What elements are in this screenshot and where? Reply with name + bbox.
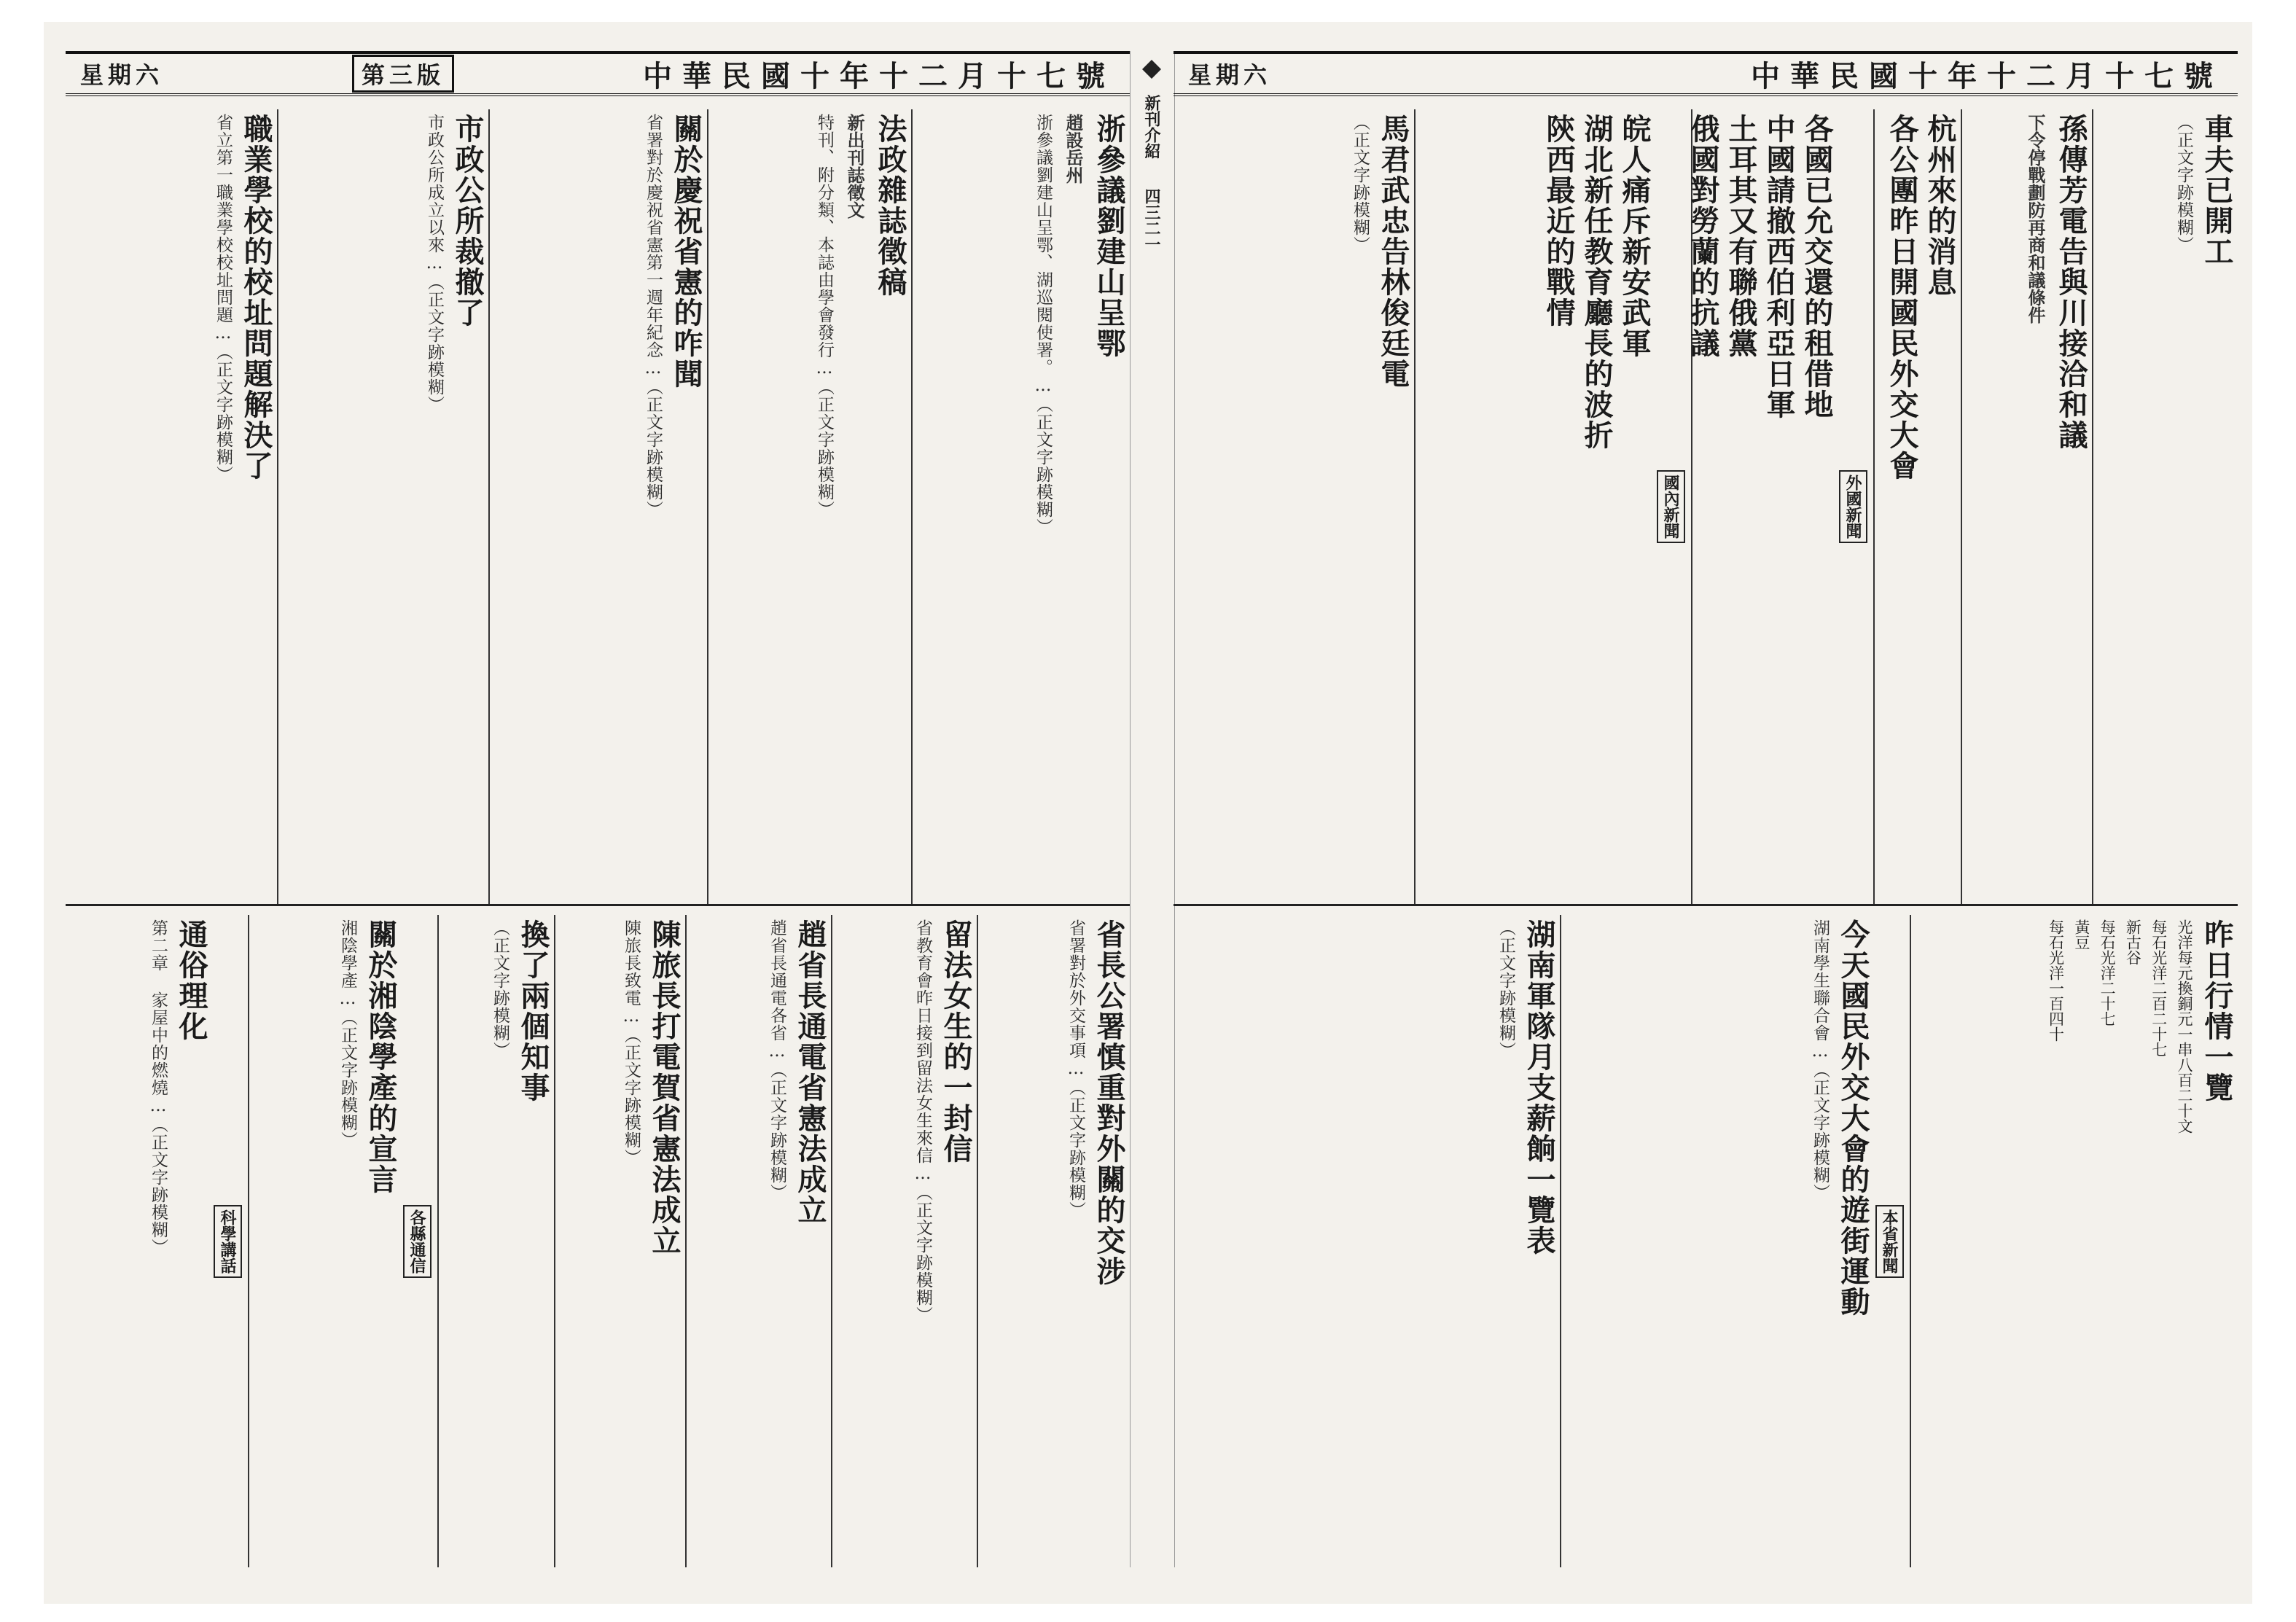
article bbox=[66, 109, 277, 904]
article-body: （正文字跡模糊） bbox=[1351, 114, 1370, 254]
article-subhead: 新出刊誌徵文 bbox=[844, 114, 865, 219]
article-body: 趙省長通電各省…（正文字跡模糊） bbox=[768, 919, 786, 1201]
article bbox=[248, 915, 437, 1567]
article bbox=[1414, 109, 1691, 904]
article-headline: 湖北新任教育廳長的波折 bbox=[1580, 114, 1613, 451]
price-row: 每石光洋二百二十七 bbox=[2149, 919, 2168, 1057]
right-page bbox=[1174, 51, 2238, 1567]
article-headline: 俄國對勞蘭的抗議 bbox=[1686, 114, 1719, 359]
article-body: （正文字跡模糊） bbox=[491, 919, 509, 1059]
left-top-band bbox=[66, 109, 1130, 906]
article-body: 省立第一職業學校校址問題…（正文字跡模糊） bbox=[214, 114, 233, 483]
article bbox=[277, 109, 488, 904]
article-body: 浙參議劉建山呈鄂、湖巡閱使署。…（正文字跡模糊） bbox=[1034, 114, 1053, 536]
article-headline: 關於慶祝省憲的咋聞 bbox=[669, 114, 703, 389]
article bbox=[1961, 109, 2092, 904]
article-body: 市政公所成立以來…（正文字跡模糊） bbox=[425, 114, 444, 413]
center-gutter bbox=[1130, 51, 1175, 1567]
article-headline: 通俗理化 bbox=[174, 919, 208, 1042]
diamond-ornament-icon bbox=[1141, 58, 1163, 80]
article bbox=[707, 109, 911, 904]
article bbox=[2092, 109, 2238, 904]
gutter-page-number: 四三二一 bbox=[1142, 188, 1161, 252]
article-body: （正文字跡模糊） bbox=[1496, 919, 1515, 1059]
article bbox=[911, 109, 1130, 904]
article-body: 湘陰學產…（正文字跡模糊） bbox=[338, 919, 357, 1149]
article bbox=[437, 915, 554, 1567]
article bbox=[1174, 109, 1414, 904]
article-headline: 土耳其又有聯俄黨 bbox=[1724, 114, 1757, 359]
article bbox=[831, 915, 977, 1567]
article bbox=[1174, 915, 1560, 1567]
section-tag: 外國新聞 bbox=[1839, 470, 1867, 543]
right-top-band bbox=[1174, 109, 2238, 906]
masthead-weekday: 星期六 bbox=[1188, 61, 1272, 89]
article bbox=[554, 915, 685, 1567]
article bbox=[488, 109, 707, 904]
article-headline: 法政雜誌徵稿 bbox=[873, 114, 907, 297]
article bbox=[66, 915, 248, 1567]
article-headline: 湖南軍隊月支薪餉一覽表 bbox=[1522, 919, 1555, 1256]
price-row: 新古谷 bbox=[2124, 919, 2142, 965]
article-body: 陳旅長致電…（正文字跡模糊） bbox=[622, 919, 641, 1166]
article-headline: 換了兩個知事 bbox=[516, 919, 550, 1103]
price-table bbox=[2045, 919, 2194, 1563]
masthead-date: 中華民國十年十二月十七號 bbox=[1751, 58, 2223, 93]
left-masthead bbox=[66, 51, 1130, 96]
article-body: 省署對於外交事項…（正文字跡模糊） bbox=[1066, 919, 1085, 1219]
article-headline: 省長公署慎重對外關的交涉 bbox=[1092, 919, 1125, 1287]
article-headline: 市政公所裁撤了 bbox=[450, 114, 484, 328]
article-headline: 昨日行情一覽 bbox=[2200, 919, 2233, 1103]
article bbox=[1686, 109, 1873, 904]
article-headline: 孫傳芳電告與川接洽和議 bbox=[2054, 114, 2088, 451]
article-headline: 皖人痛斥新安武軍 bbox=[1617, 114, 1651, 359]
section-tag: 科學講話 bbox=[214, 1205, 242, 1278]
masthead-edition: 第三版 bbox=[352, 55, 454, 93]
price-row: 每石光洋二十七 bbox=[2098, 919, 2117, 1026]
article-headline: 馬君武忠告林俊廷電 bbox=[1376, 114, 1410, 389]
price-row: 光洋每元換銅元一串八百二十文 bbox=[2176, 919, 2193, 1134]
article-headline: 陝西最近的戰情 bbox=[1542, 114, 1575, 328]
article-headline: 杭州來的消息 bbox=[1923, 114, 1956, 297]
article-headline: 車夫已開工 bbox=[2200, 114, 2233, 267]
article-body: 特刊、附分類、本誌由學會發行…（正文字跡模糊） bbox=[815, 114, 834, 518]
section-tag: 各縣通信 bbox=[403, 1205, 432, 1278]
article bbox=[1910, 915, 2238, 1567]
article-body: （正文字跡模糊） bbox=[2174, 114, 2193, 254]
price-row: 每石光洋一百四十 bbox=[2047, 919, 2065, 1042]
article-body: 第二章 家屋中的燃燒…（正文字跡模糊） bbox=[149, 919, 168, 1256]
section-tag: 本省新聞 bbox=[1875, 1205, 1904, 1278]
article-headline: 關於湘陰學產的宣言 bbox=[364, 919, 397, 1195]
article-headline: 今天國民外交大會的遊街運動 bbox=[1836, 919, 1870, 1317]
article-headline: 中國請撤西伯利亞日軍 bbox=[1762, 114, 1795, 420]
article bbox=[685, 915, 831, 1567]
article-headline: 留法女生的一封信 bbox=[939, 919, 972, 1164]
article-body: 省署對於慶祝省憲第一週年紀念…（正文字跡模糊） bbox=[644, 114, 663, 518]
masthead-weekday: 星期六 bbox=[80, 61, 164, 89]
article-headline: 陳旅長打電賀省憲法成立 bbox=[647, 919, 681, 1256]
right-masthead bbox=[1174, 51, 2238, 96]
article-headline: 職業學校的校址問題解決了 bbox=[239, 114, 273, 481]
article-subhead: 趙設岳州 bbox=[1063, 114, 1084, 184]
article-headline: 各國已允交還的租借地 bbox=[1800, 114, 1833, 420]
article bbox=[1560, 915, 1910, 1567]
section-tag: 國內新聞 bbox=[1657, 470, 1685, 543]
article-headline: 浙參議劉建山呈鄂 bbox=[1092, 114, 1125, 359]
left-bottom-band bbox=[66, 915, 1130, 1567]
article-headline: 趙省長通電省憲法成立 bbox=[793, 919, 827, 1225]
masthead-date: 中華民國十年十二月十七號 bbox=[643, 58, 1115, 93]
article bbox=[977, 915, 1130, 1567]
article bbox=[1873, 109, 1961, 904]
article-body: 省教育會昨日接到留法女生來信…（正文字跡模糊） bbox=[913, 919, 932, 1324]
gutter-label: 新刊介紹 bbox=[1142, 95, 1161, 159]
article-body: 湖南學生聯合會…（正文字跡模糊） bbox=[1811, 919, 1830, 1201]
newspaper-spread bbox=[44, 22, 2252, 1604]
article-subhead: 下令停戰劃防再商和議條件 bbox=[2025, 114, 2046, 324]
price-row: 黃豆 bbox=[2072, 919, 2090, 950]
right-bottom-band bbox=[1174, 915, 2238, 1567]
left-page bbox=[66, 51, 1130, 1567]
article-headline: 各公團昨日開國民外交大會 bbox=[1885, 114, 1918, 481]
